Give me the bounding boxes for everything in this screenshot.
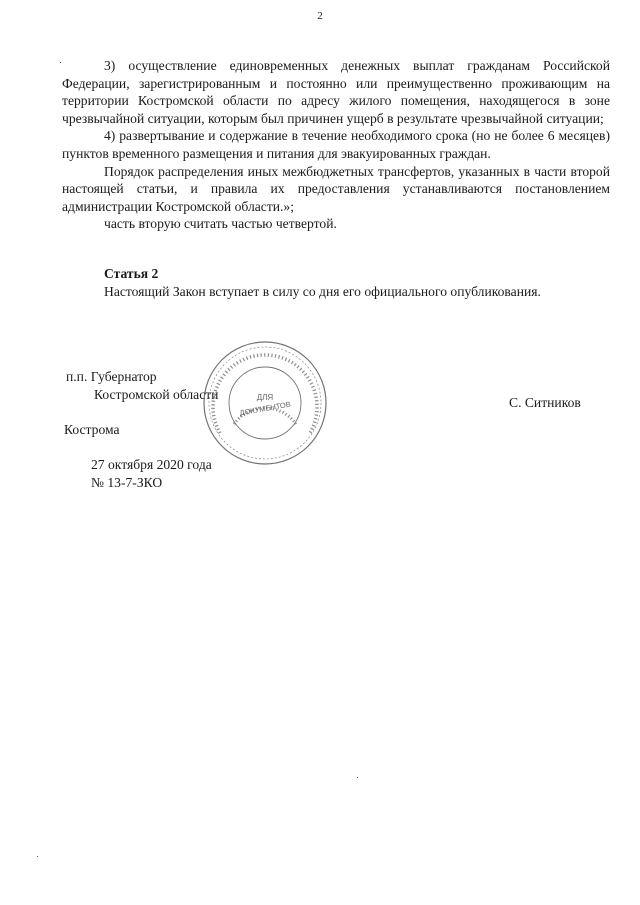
signatory-role-line2: Костромской области	[94, 387, 219, 402]
page-number: 2	[317, 10, 323, 22]
article-2	[104, 265, 541, 301]
article-title: Статья 2	[104, 266, 159, 281]
scan-speck	[357, 777, 358, 778]
seal-center-line1: ДЛЯ	[256, 393, 274, 402]
signing-date: 27 октября 2020 года	[91, 457, 212, 472]
paragraph-item-4: 4) развертывание и содержание в течение необходимого срока (но не более 6 месяцев) пунктов временного размещения и питания для эвакуированных граждан.	[62, 128, 610, 161]
scan-speck	[37, 856, 38, 857]
article-text: Настоящий Закон вступает в силу со дня его официального опубликования.	[104, 284, 541, 299]
scan-speck	[60, 62, 61, 63]
seal-center-line2: ДОКУМЕНТОВ	[238, 399, 292, 418]
signatory-role-line1: п.п. Губернатор	[66, 369, 157, 384]
paragraph-part-renumber: часть вторую считать частью четвертой.	[104, 216, 337, 232]
law-number: № 13-7-ЗКО	[91, 475, 163, 490]
signatory-name: С. Ситников	[509, 395, 581, 410]
paragraph-transfer-order: Порядок распределения иных межбюджетных трансфертов, указанных в части второй настоящей статьи, и правила их предоставления устанавливаются постановлением администрации Костромской области.»;	[62, 163, 610, 214]
signing-city: Кострома	[64, 422, 120, 437]
official-seal	[200, 338, 330, 468]
paragraph-item-3: 3) осуществление единовременных денежных выплат гражданам Российской Федерации, зарегистрированным и постоянно или преимущественно проживающим на территории Костромской области по адресу жилого помещения, находящегося в зоне чрезвычайной ситуации, которым был причинен ущерб в результате чрезвычайной ситуации;	[62, 58, 610, 126]
document-body	[62, 57, 610, 233]
